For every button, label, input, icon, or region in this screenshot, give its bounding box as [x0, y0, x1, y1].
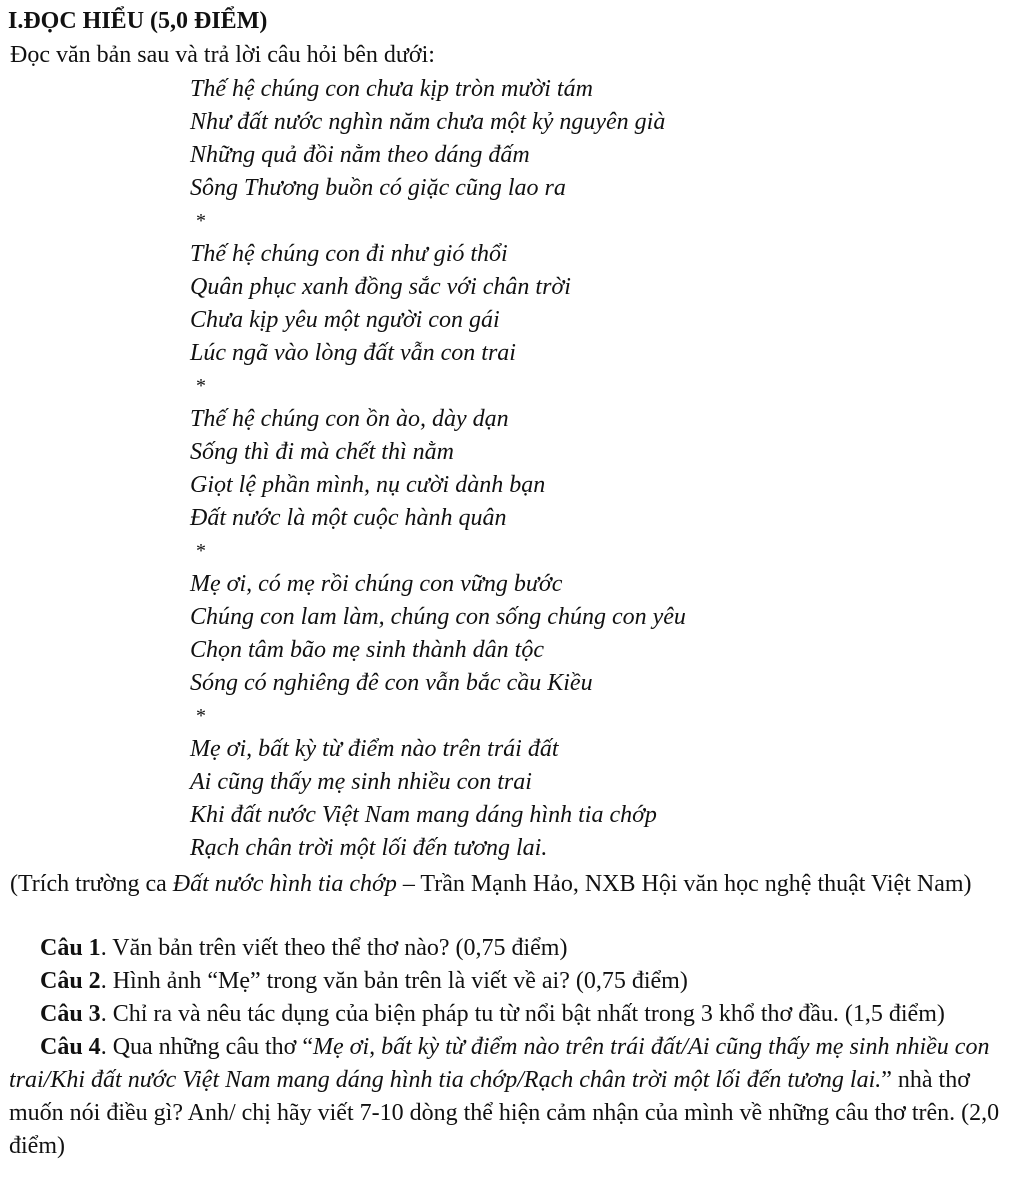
- question-label: Câu 1: [40, 935, 101, 961]
- poem-line: Như đất nước nghìn năm chưa một kỷ nguyên già: [190, 109, 666, 135]
- section-heading: I.ĐỌC HIỂU (5,0 ĐIỂM): [8, 8, 268, 34]
- poem-line: Mẹ ơi, có mẹ rồi chúng con vững bước: [190, 571, 563, 597]
- poem-line: Giọt lệ phần mình, nụ cười dành bạn: [190, 472, 546, 498]
- poem-line: Sống thì đi mà chết thì nằm: [190, 439, 454, 465]
- poem-line: Khi đất nước Việt Nam mang dáng hình tia chớp: [190, 802, 657, 828]
- question-text: . Chỉ ra và nêu tác dụng của biện pháp tu từ nổi bật nhất trong 3 khổ thơ đầu. (1,5 điểm): [100, 1001, 945, 1027]
- poem-line: Chúng con lam làm, chúng con sống chúng con yêu: [190, 604, 686, 630]
- poem: [190, 73, 1010, 865]
- stanza-separator: *: [196, 540, 206, 562]
- reading-instruction: Đọc văn bản sau và trả lời câu hỏi bên dưới:: [10, 42, 435, 68]
- question-label: Câu 3: [40, 1001, 101, 1027]
- question-text: . Văn bản trên viết theo thể thơ nào? (0,75 điểm): [100, 935, 568, 961]
- poem-line: Thế hệ chúng con chưa kịp tròn mười tám: [190, 76, 593, 102]
- question-label: Câu 2: [40, 968, 101, 994]
- source-prefix: (Trích trường ca: [10, 871, 173, 897]
- poem-line: Thế hệ chúng con đi như gió thổi: [190, 241, 508, 267]
- poem-line: Đất nước là một cuộc hành quân: [190, 505, 507, 531]
- poem-line: Sóng có nghiêng đê con vẫn bắc cầu Kiều: [190, 670, 593, 696]
- stanza-separator: *: [196, 705, 206, 727]
- stanza-separator: *: [196, 210, 206, 232]
- poem-line: Mẹ ơi, bất kỳ từ điểm nào trên trái đất: [190, 736, 559, 762]
- question-text-post: ” nhà thơ muốn nói điều gì? Anh/ chị hãy viết 7-10 dòng thể hiện cảm nhận của mình về những câu thơ trên. (2,0 điểm): [9, 1067, 1000, 1159]
- poem-line: Chưa kịp yêu một người con gái: [190, 307, 500, 333]
- poem-line: Ai cũng thấy mẹ sinh nhiều con trai: [190, 769, 532, 795]
- question-2: [40, 965, 1020, 998]
- source-suffix: – Trần Mạnh Hảo, NXB Hội văn học nghệ thuật Việt Nam): [396, 871, 972, 897]
- source-title: Đất nước hình tia chớp: [172, 871, 397, 897]
- stanza-separator: *: [196, 375, 206, 397]
- source-citation: [10, 867, 1010, 901]
- poem-line: Thế hệ chúng con ồn ào, dày dạn: [190, 406, 509, 432]
- poem-line: Lúc ngã vào lòng đất vẫn con trai: [190, 340, 516, 366]
- question-quote: Mẹ ơi, bất kỳ từ điểm nào trên trái đất/Ai cũng thấy mẹ sinh nhiều con trai/Khi đất nước Việt Nam mang dáng hình tia chớp/Rạch chân trời một lối đến tương lai.: [9, 1034, 990, 1093]
- poem-line: Chọn tâm bão mẹ sinh thành dân tộc: [190, 637, 544, 663]
- poem-line: Sông Thương buồn có giặc cũng lao ra: [190, 175, 566, 201]
- poem-line: Rạch chân trời một lối đến tương lai.: [190, 835, 548, 861]
- question-text-pre: . Qua những câu thơ “: [100, 1034, 313, 1060]
- question-3: [9, 998, 1020, 1031]
- question-text: . Hình ảnh “Mẹ” trong văn bản trên là viết về ai? (0,75 điểm): [100, 968, 688, 994]
- poem-line: Những quả đồi nằm theo dáng đấm: [190, 142, 530, 168]
- question-1: [40, 932, 1020, 965]
- question-list: [9, 932, 1020, 1163]
- poem-line: Quân phục xanh đồng sắc với chân trời: [190, 274, 571, 300]
- question-label: Câu 4: [40, 1034, 101, 1060]
- question-4: [9, 1031, 1020, 1163]
